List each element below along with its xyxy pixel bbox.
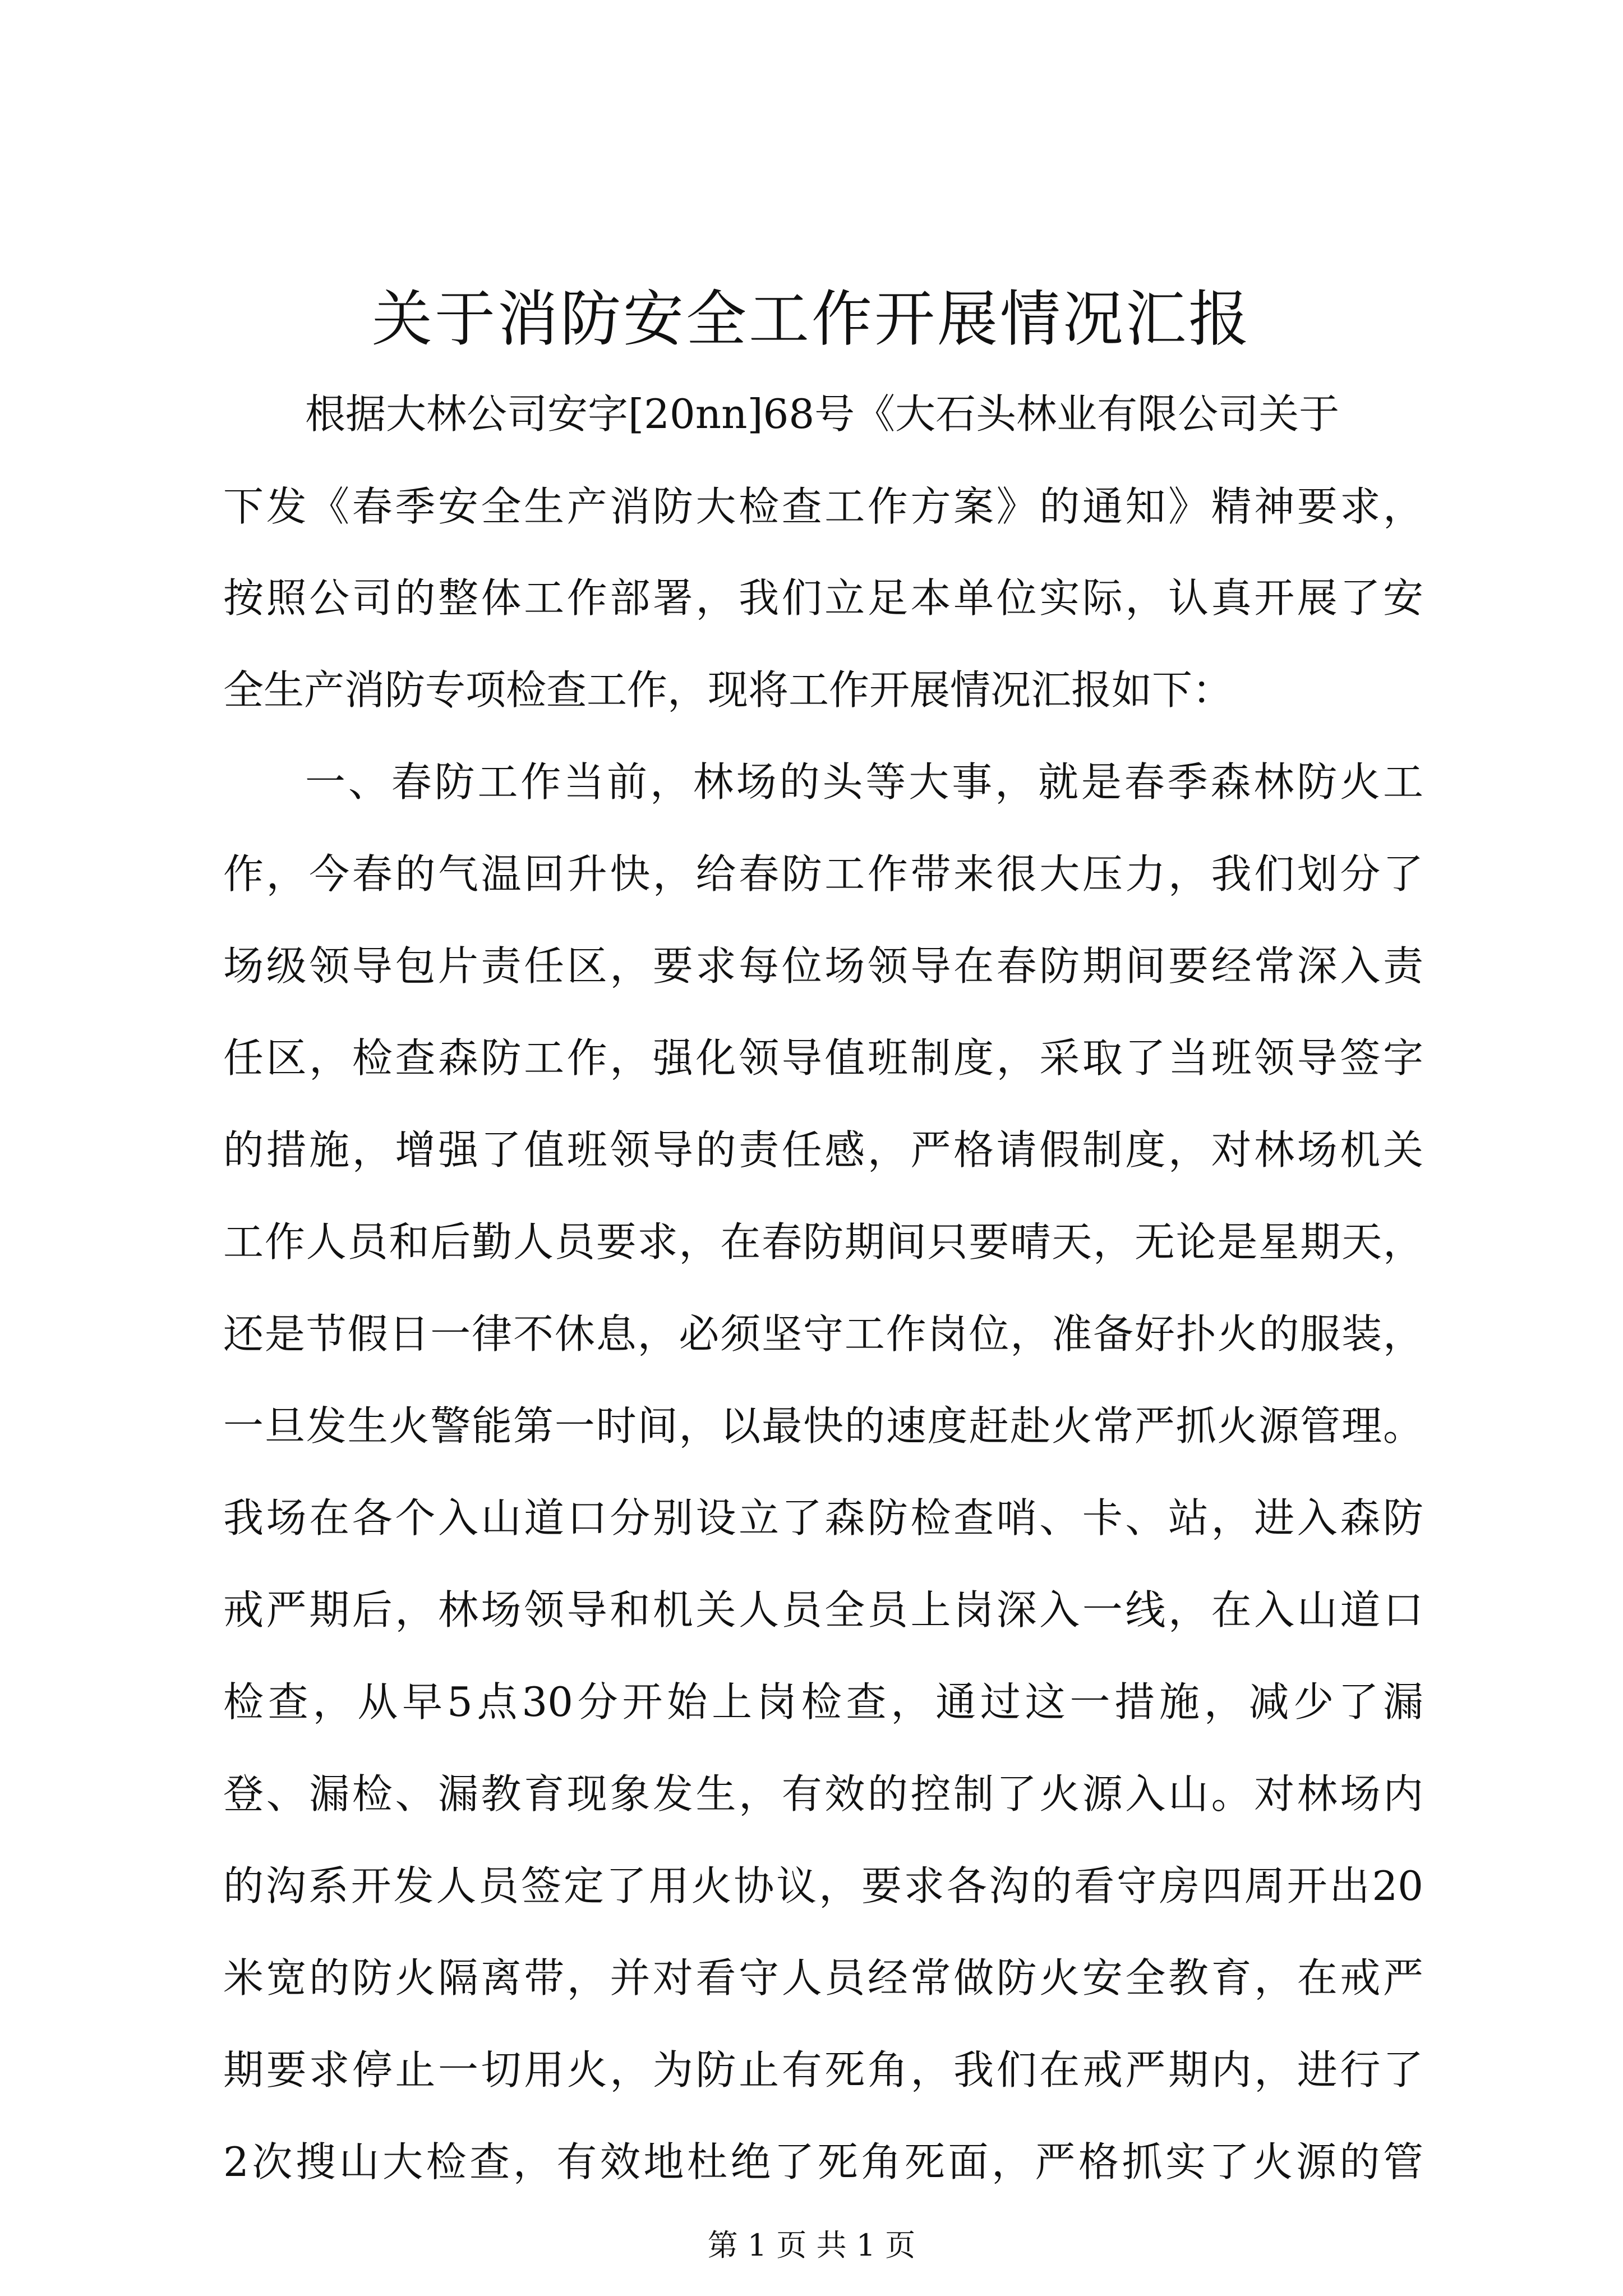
body-line-5: 一、春防工作当前，林场的头等大事，就是春季森林防火工	[305, 758, 1423, 806]
body-line-4: 全生产消防专项检查工作，现将工作开展情况汇报如下：	[223, 666, 1233, 714]
body-line-3: 按照公司的整体工作部署，我们立足本单位实际，认真开展了安	[223, 574, 1423, 622]
body-line-6: 作，今春的气温回升快，给春防工作带来很大压力，我们划分了	[223, 850, 1423, 898]
document-title: 关于消防安全工作开展情况汇报	[371, 284, 1251, 355]
body-line-12: 一旦发生火警能第一时间，以最快的速度赶赴火常严抓火源管理。	[223, 1402, 1423, 1450]
body-line-2: 下发《春季安全生产消防大检查工作方案》的通知》精神要求，	[223, 483, 1423, 530]
body-line-7: 场级领导包片责任区，要求每位场领导在春防期间要经常深入责	[223, 942, 1423, 990]
body-line-1: 根据大林公司安字[20nn]68号《大石头林业有限公司关于	[305, 390, 1340, 438]
body-line-13: 我场在各个入山道口分别设立了森防检查哨、卡、站，进入森防	[223, 1494, 1423, 1542]
body-line-9: 的措施，增强了值班领导的责任感，严格请假制度，对林场机关	[223, 1126, 1423, 1174]
body-line-19: 期要求停止一切用火，为防止有死角，我们在戒严期内，进行了	[223, 2046, 1423, 2093]
body-line-18: 米宽的防火隔离带，并对看守人员经常做防火安全教育，在戒严	[223, 1954, 1423, 2001]
page-number-footer: 第 1 页 共 1 页	[707, 2228, 916, 2263]
body-line-8: 任区，检查森防工作，强化领导值班制度，采取了当班领导签字	[223, 1034, 1423, 1082]
body-line-15: 检查，从早5点30分开始上岗检查，通过这一措施，减少了漏	[223, 1678, 1423, 1726]
body-line-10: 工作人员和后勤人员要求，在春防期间只要晴天，无论是星期天，	[223, 1218, 1423, 1266]
body-line-20: 2次搜山大检查，有效地杜绝了死角死面，严格抓实了火源的管	[223, 2138, 1423, 2185]
body-line-16: 登、漏检、漏教育现象发生，有效的控制了火源入山。对林场内	[223, 1770, 1423, 1818]
body-line-14: 戒严期后，林场领导和机关人员全员上岗深入一线，在入山道口	[223, 1586, 1423, 1634]
body-line-17: 的沟系开发人员签定了用火协议，要求各沟的看守房四周开出20	[223, 1862, 1423, 1910]
body-line-11: 还是节假日一律不休息，必须坚守工作岗位，准备好扑火的服装，	[223, 1310, 1423, 1358]
